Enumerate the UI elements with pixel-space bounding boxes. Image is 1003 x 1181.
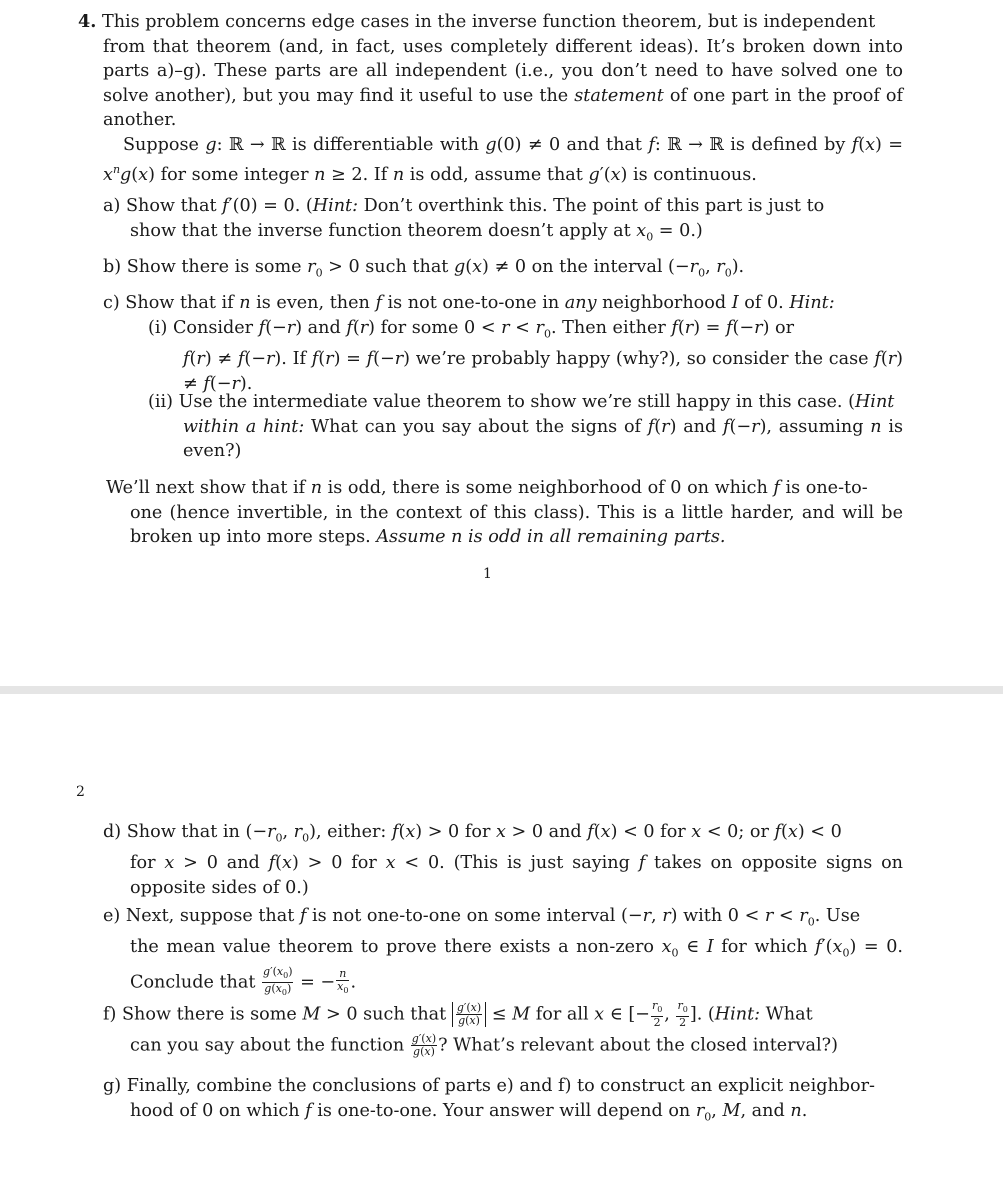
page-separator <box>0 686 1003 694</box>
part-b: b) Show there is some $r_0 > 0$ such that g(x) ≠ 0 on the interval ($-r_0$, $r_0$). <box>103 257 745 280</box>
part-f: f) Show there is some M > 0 such that $\frac{g'(x)}{g(x)}$ ≤ M for all x ∈ [− $\frac{r_0}{2}$ , $\frac{r_0}{2}$ ]. (Hint: What can you say about the function $\frac{g'(x)}{g(x)}$ ? What’s relevant about the closed interval?) <box>103 999 838 1059</box>
part-g: g) Finally, combine the conclusions of parts e) and f) to construct an explicit neighbor- hood of 0 on which f is one-to-one. Your answer will depend on $r_0$, M, and n. <box>103 1076 875 1124</box>
transition-paragraph: We’ll next show that if n is odd, there is some neighborhood of 0 on which f is one-to- one (hence invertible, in the context of this class). This is a little harder, and will be broken up into more steps. Assume n is odd in all remaining parts. <box>106 478 903 548</box>
problem-setup: Suppose g: ℝ → ℝ is differentiable with g(0) ≠ 0 and that f: ℝ → ℝ is defined by $f(x) = x^ng(x)$ for some integer n ≥ 2. If n is odd, assume that g′(x) is continuous. <box>103 135 903 185</box>
problem-intro: 4. This problem concerns edge cases in the inverse function theorem, but is independent from that theorem (and, in fact, uses completely different ideas). It’s broken down into parts a)–g). These parts are all independent (i.e., you don’t need to have solved one to solve another), but you may find it useful to use the statement of one part in the proof of another. <box>78 11 903 131</box>
part-a: a) Show that f′(0) = 0. (Hint: Don’t overthink this. The point of this part is just to show that the inverse function theorem doesn’t apply at $x_0 = 0$.) <box>103 196 825 244</box>
part-c-ii: (ii) Use the intermediate value theorem to show we’re still happy in this case. (Hint within a hint: What can you say about the signs of f(r) and f(−r), assuming n is even?) <box>148 392 903 462</box>
page-number: 2 <box>76 784 85 800</box>
page-2 <box>0 694 1003 1181</box>
part-c: c) Show that if n is even, then f is not one-to-one in any neighborhood I of 0. Hint: <box>103 293 835 313</box>
part-c-i: (i) Consider f(−r) and f(r) for some $0 < r < r_0$. Then either f(r) = f(−r) or f(r) ≠ f(−r). If f(r) = f(−r) we’re probably happy (why?), so consider the case f(r) ≠ f(−r). <box>148 318 903 394</box>
part-d: d) Show that in ($-r_0$, $r_0$), either: f(x) > 0 for x > 0 and f(x) < 0 for x < 0; or f(x) < 0 for x > 0 and f(x) > 0 for x < 0. (This is just saying f takes on opposite signs on opposite sides of 0.) <box>103 822 904 898</box>
part-e: e) Next, suppose that f is not one-to-one on some interval (−r, r) with $0 < r < r_0$. Use the mean value theorem to prove there exists a non-zero $x_0$ ∈ I for which $f'(x_0) = 0$. Conclude that $\frac{g'(x_0)}{g(x_0)}$ = − $\frac{n}{x_0}$ . <box>103 906 903 998</box>
page-number: 1 <box>483 566 492 582</box>
